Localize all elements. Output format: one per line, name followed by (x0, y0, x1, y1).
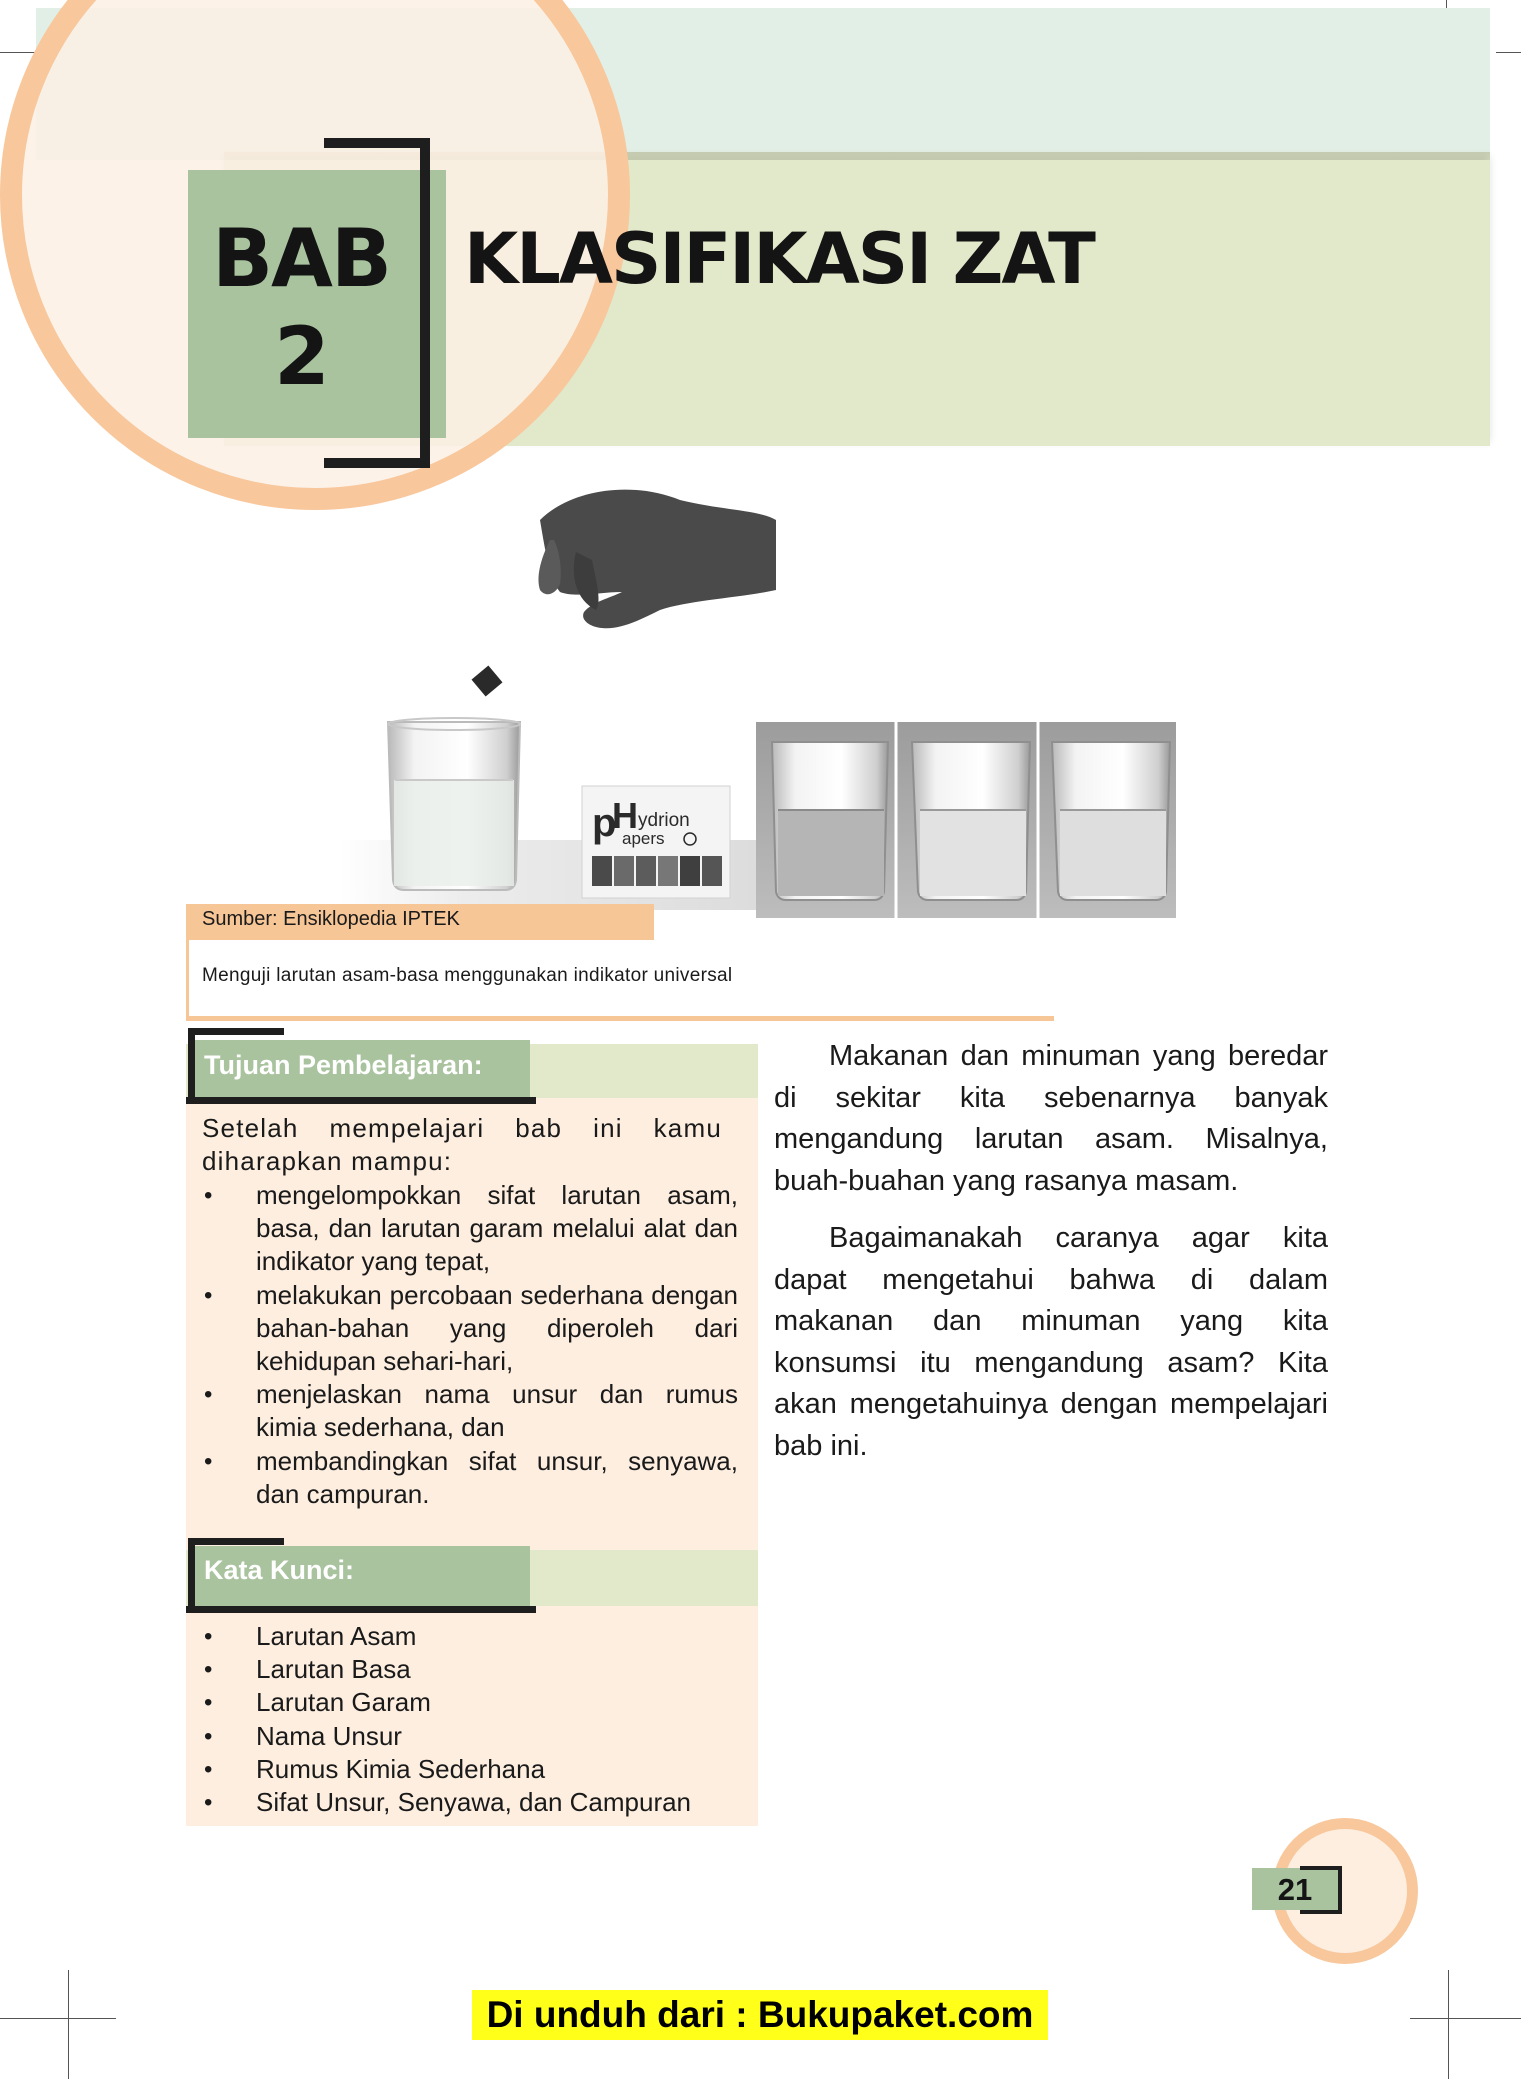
list-item: • melakukan percobaan sederhana dengan bahan-bahan yang diperoleh dari kehidupan sehari-hari, (202, 1279, 738, 1379)
beaker-base (1052, 742, 1170, 900)
chapter-title: KLASIFIKASI ZAT (464, 218, 1094, 300)
svg-text:ydrion: ydrion (638, 810, 690, 831)
chapter-number: 2 (274, 310, 328, 403)
objectives-intro: Setelah mempelajari bab ini kamu diharapkan mampu: (202, 1113, 722, 1176)
svg-text:apers: apers (622, 829, 665, 848)
crop-mark (1410, 2018, 1521, 2019)
crop-mark (68, 1970, 69, 2079)
list-item: • menjelaskan nama unsur dan rumus kimia sederhana, dan (202, 1378, 738, 1444)
download-footer: Di unduh dari : Bukupaket.com (472, 1990, 1048, 2040)
ph-paper-strip (472, 666, 503, 697)
list-item: • Sifat Unsur, Senyawa, dan Campuran (202, 1786, 742, 1819)
ph-test-photo (340, 480, 1176, 918)
crop-mark (1446, 0, 1447, 8)
keywords-title: Kata Kunci: (204, 1555, 355, 1585)
list-item: • membandingkan sifat unsur, senyawa, dan campuran. (202, 1445, 738, 1511)
svg-text:H: H (612, 795, 638, 836)
hand-image (538, 490, 776, 629)
objectives-title: Tujuan Pembelajaran: (204, 1050, 483, 1080)
beaker-acid (772, 742, 888, 900)
list-item: • Rumus Kimia Sederhana (202, 1753, 742, 1786)
objectives-list (202, 1179, 738, 1511)
list-item: • Nama Unsur (202, 1720, 742, 1753)
caption-left-rule (186, 940, 189, 1018)
intro-text (774, 1036, 1328, 1483)
caption-bottom-rule (186, 1016, 1054, 1021)
crop-mark (1448, 1970, 1449, 2079)
svg-text:p: p (592, 801, 617, 845)
crop-mark (1496, 52, 1521, 53)
caption-source: Sumber: Ensiklopedia IPTEK (202, 908, 460, 930)
chapter-bracket (324, 138, 430, 468)
list-item: • Larutan Basa (202, 1653, 742, 1686)
list-item: • Larutan Asam (202, 1620, 742, 1653)
caption-text: Menguji larutan asam-basa menggunakan indikator universal (202, 965, 733, 986)
beaker-left (388, 718, 520, 890)
beaker-neutral (912, 742, 1030, 900)
intro-paragraph: Bagaimanakah caranya agar kita dapat mengetahui bahwa di dalam makanan dan minuman yang kita konsumsi itu mengandung asam? Kita akan mengetahuinya dengan mempelajari bab ini. (774, 1222, 1328, 1462)
ph-paper-packet (582, 786, 730, 898)
intro-paragraph: Makanan dan minuman yang beredar di sekitar kita sebenarnya banyak mengandung larutan asam. Misalnya, buah-buahan yang rasanya masam. (774, 1040, 1328, 1197)
keywords-list (202, 1620, 742, 1819)
page-number: 21 (1277, 1872, 1313, 1907)
list-item: • mengelompokkan sifat larutan asam, basa, dan larutan garam melalui alat dan indikator yang tepat, (202, 1179, 738, 1279)
crop-mark (0, 2018, 116, 2019)
list-item: • Larutan Garam (202, 1686, 742, 1719)
chapter-label-text: BAB (212, 212, 390, 305)
